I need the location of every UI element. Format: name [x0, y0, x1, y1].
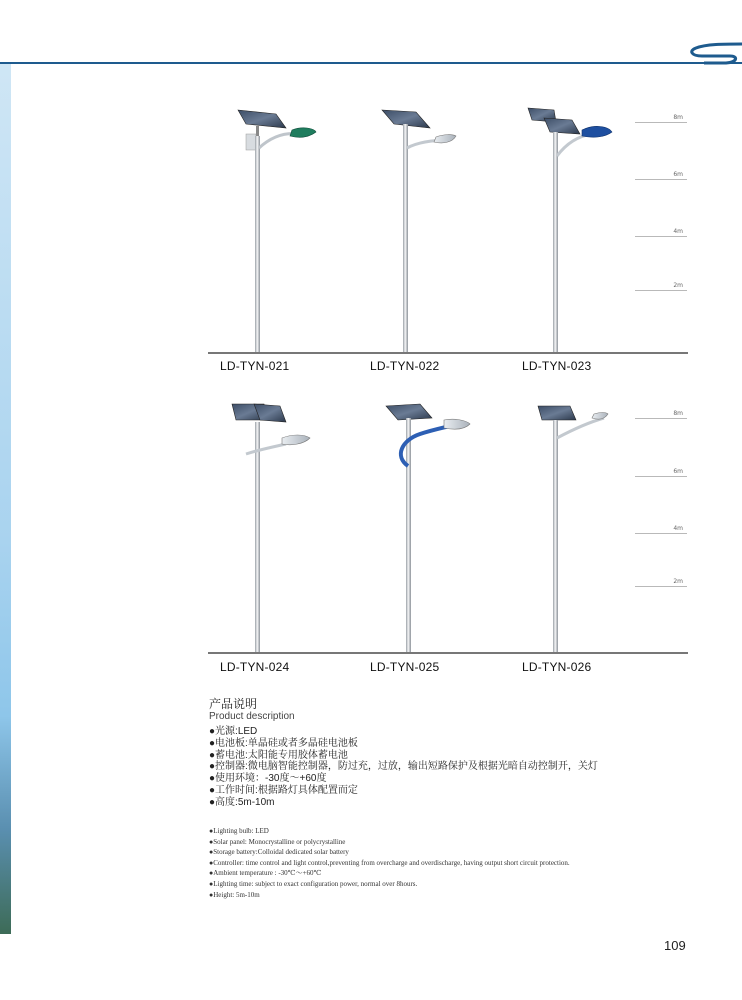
model-label-024: LD-TYN-024 [220, 660, 290, 674]
description-title-cn: 产品说明 [209, 697, 258, 711]
street-lamp-023 [520, 106, 630, 354]
model-label-021: LD-TYN-021 [220, 359, 290, 373]
street-lamp-024 [228, 400, 328, 654]
model-label-026: LD-TYN-026 [522, 660, 592, 674]
scale-mark: 4m [635, 236, 687, 237]
model-label-022: LD-TYN-022 [370, 359, 440, 373]
cn-spec-list [209, 726, 598, 809]
scale-mark: 2m [635, 290, 687, 291]
list-item: ●Lighting time: subject to exact configuration power, normal over 8hours. [209, 879, 418, 888]
model-label-023: LD-TYN-023 [522, 359, 592, 373]
page-number: 109 [664, 938, 686, 953]
list-item: ●Controller: time control and light control,preventing from overcharge and overdischarge, having output short circuit protection. [209, 858, 570, 867]
list-item: ●使用环境：-30度～+60度 [209, 773, 327, 785]
scale-mark: 6m [635, 179, 687, 180]
decorative-side-strip [0, 62, 11, 934]
scale-mark: 8m [635, 418, 687, 419]
street-lamp-025 [380, 400, 480, 654]
list-item: ●高度:5m-10m [209, 796, 275, 808]
scale-mark: 4m [635, 533, 687, 534]
list-item: ●Height: 5m-10m [209, 890, 260, 899]
list-item: ●蓄电池:太阳能专用胶体蓄电池 [209, 749, 348, 761]
street-lamp-022 [378, 106, 478, 354]
list-item: ●控制器:微电脑智能控制器，防过充，过放，输出短路保护及根据光暗自动控制开，关灯 [209, 761, 598, 773]
header-rule [0, 62, 742, 64]
scale-mark: 6m [635, 476, 687, 477]
scale-mark: 2m [635, 586, 687, 587]
model-label-025: LD-TYN-025 [370, 660, 440, 674]
list-item: ●电池板:单晶硅或者多晶硅电池板 [209, 737, 358, 749]
list-item: ●Lighting bulb: LED [209, 827, 269, 835]
street-lamp-026 [532, 400, 632, 654]
list-item: ●工作时间:根据路灯具体配置而定 [209, 784, 358, 796]
list-item: ●光源:LED [209, 726, 258, 737]
list-item: ●Storage battery:Colloidal dedicated solar battery [209, 848, 349, 857]
en-spec-list [209, 826, 570, 900]
scale-mark: 8m [635, 122, 687, 123]
list-item: ●Ambient temperature : -30℃～+60℃ [209, 869, 322, 878]
list-item: ●Solar panel: Monocrystalline or polycrystalline [209, 837, 346, 846]
street-lamp-021 [228, 106, 328, 354]
s-curve-logo-icon [686, 40, 742, 66]
description-title-en: Product description [209, 711, 295, 722]
